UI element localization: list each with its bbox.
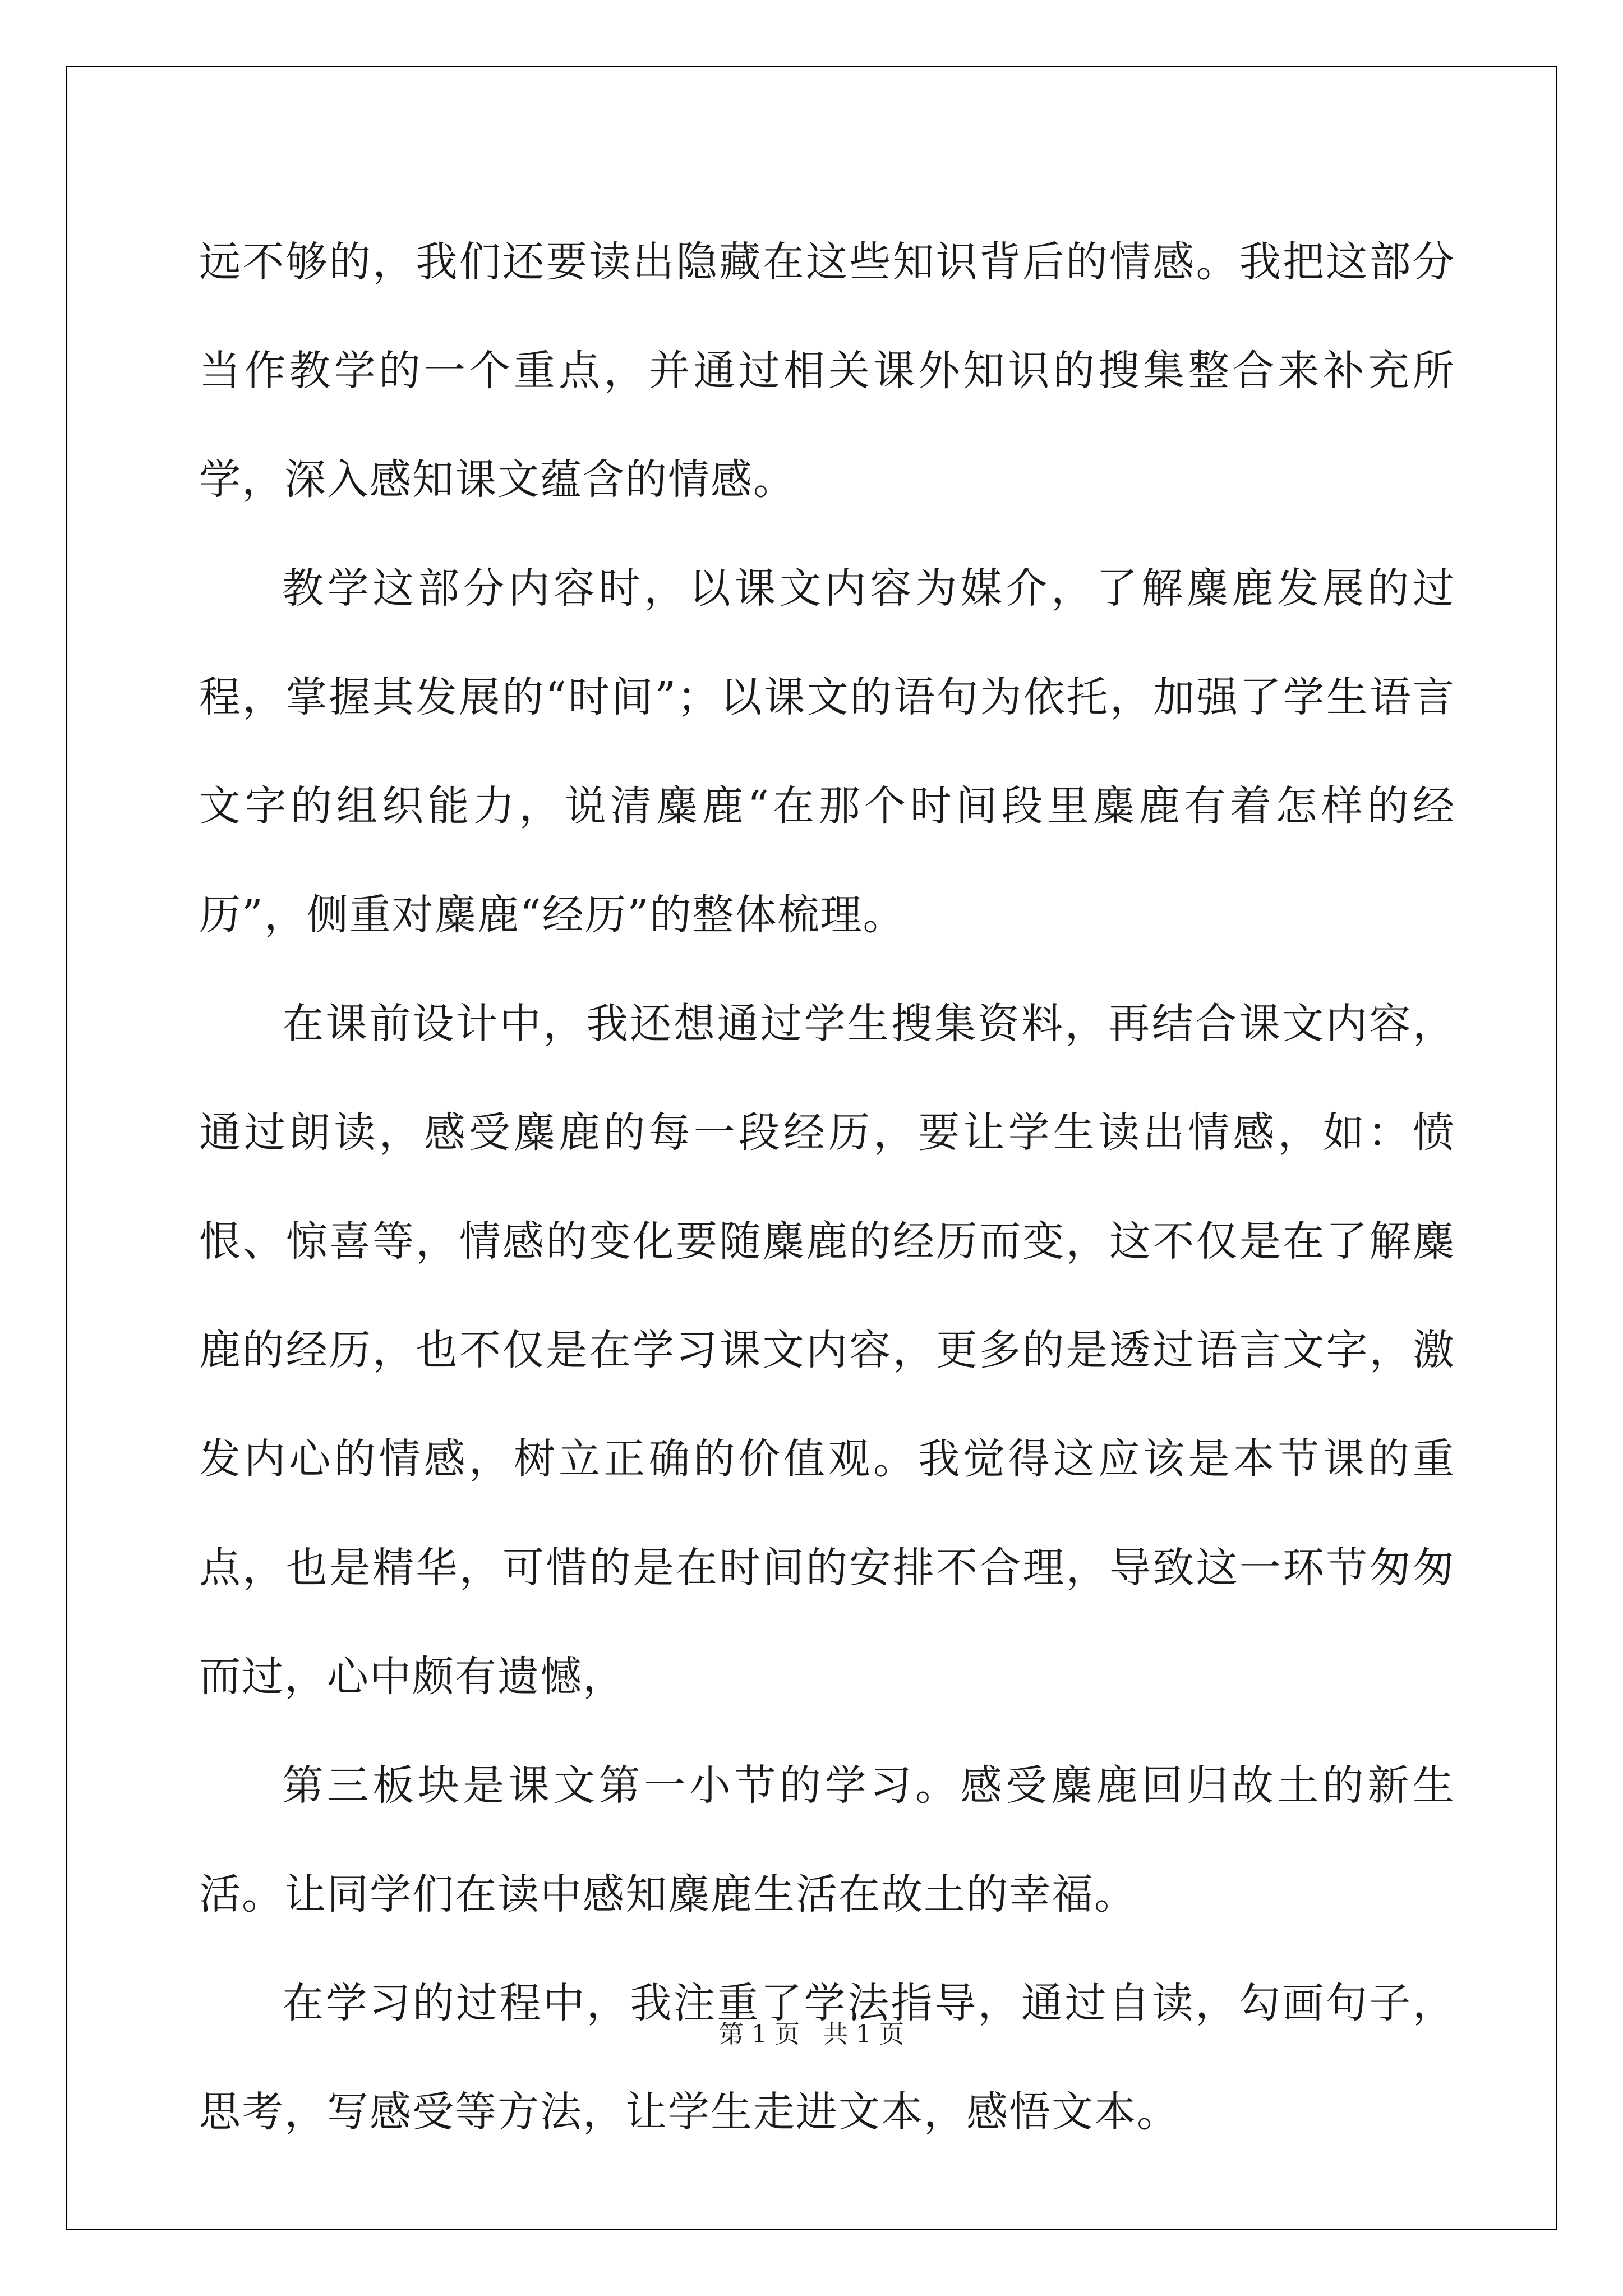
paragraph-5: 在学习的过程中，我注重了学法指导，通过自读，勾画句子，思考，写感受等方法，让学生走进文本，感悟文本。 xyxy=(199,1979,1455,2136)
document-body xyxy=(199,208,1455,2166)
paragraph-2: 教学这部分内容时，以课文内容为媒介，了解麋鹿发展的过程，掌握其发展的“时间”；以课文的语句为依托，加强了学生语言文字的组织能力，说清麋鹿“在那个时间段里麋鹿有着怎样的经历”，侧重对麋鹿“经历”的整体梳理。 xyxy=(199,564,1455,939)
paragraph-4: 第三板块是课文第一小节的学习。感受麋鹿回归故土的新生活。让同学们在读中感知麋鹿生活在故土的幸福。 xyxy=(199,1761,1455,1918)
paragraph-3: 在课前设计中，我还想通过学生搜集资料，再结合课文内容，通过朗读，感受麋鹿的每一段经历，要让学生读出情感，如：愤恨、惊喜等，情感的变化要随麋鹿的经历而变，这不仅是在了解麋鹿的经历，也不仅是在学习课文内容，更多的是透过语言文字，激发内心的情感，树立正确的价值观。我觉得这应该是本节课的重点，也是精华，可惜的是在时间的安排不合理，导致这一环节匆匆而过，心中颇有遗憾， xyxy=(199,1000,1455,1701)
page-footer: 第 1 页 共 1 页 xyxy=(719,2020,904,2049)
paragraph-1: 远不够的，我们还要读出隐藏在这些知识背后的情感。我把这部分当作教学的一个重点，并通过相关课外知识的搜集整合来补充所学，深入感知课文蕴含的情感。 xyxy=(199,238,1455,504)
